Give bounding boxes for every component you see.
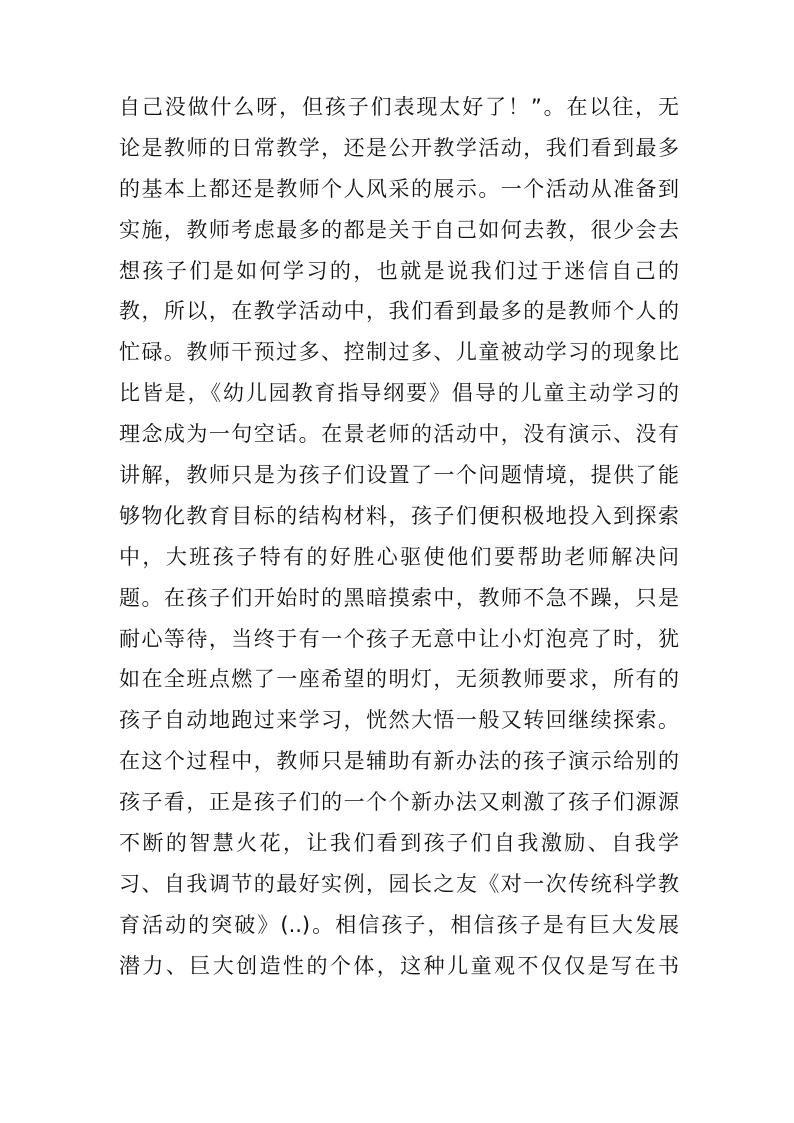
text-line: 孩子自动地跑过来学习，恍然大悟一般又转回继续探索。 (119, 708, 679, 733)
text-line: 自己没做什么呀，但孩子们表现太好了！”。在以往，无 (119, 95, 679, 119)
text-line: 实施，教师考虑最多的都是关于自己如何去教，很少会去 (119, 217, 679, 242)
text-line: 比皆是，《幼儿园教育指导纲要》倡导的儿童主动学习的 (119, 381, 679, 406)
text-line: 的基本上都还是教师个人风采的展示。一个活动从准备到 (119, 176, 679, 201)
text-line: 如在全班点燃了一座希望的明灯，无须教师要求，所有的 (119, 667, 679, 692)
text-line: 忙碌。教师干预过多、控制过多、儿童被动学习的现象比 (119, 340, 679, 365)
text-line: 教，所以，在教学活动中，我们看到最多的是教师个人的 (119, 299, 679, 324)
text-line: 够物化教育目标的结构材料，孩子们便积极地投入到探索 (119, 503, 679, 528)
text-line: 不断的智慧火花，让我们看到孩子们自我激励、自我学 (119, 831, 679, 856)
body-paragraph (119, 87, 679, 987)
text-line: 在这个过程中，教师只是辅助有新办法的孩子演示给别的 (119, 749, 679, 774)
text-line: 育活动的突破》(..)。相信孩子，相信孩子是有巨大发展 (119, 912, 679, 937)
text-line: 讲解，教师只是为孩子们设置了一个问题情境，提供了能 (119, 463, 679, 488)
text-line: 题。在孩子们开始时的黑暗摸索中，教师不急不躁，只是 (119, 585, 679, 610)
text-line: 孩子看，正是孩子们的一个个新办法又刺激了孩子们源源 (119, 790, 679, 815)
text-line: 习、自我调节的最好实例，园长之友《对一次传统科学教 (119, 871, 679, 896)
text-line: 中，大班孩子特有的好胜心驱使他们要帮助老师解决问 (119, 544, 679, 569)
text-line: 论是教师的日常教学，还是公开教学活动，我们看到最多 (119, 135, 679, 160)
text-line: 想孩子们是如何学习的，也就是说我们过于迷信自己的 (119, 258, 679, 283)
text-line: 理念成为一句空话。在景老师的活动中，没有演示、没有 (119, 422, 679, 447)
text-line: 潜力、巨大创造性的个体，这种儿童观不仅仅是写在书 (119, 953, 679, 978)
text-line: 耐心等待，当终于有一个孩子无意中让小灯泡亮了时，犹 (119, 626, 679, 651)
